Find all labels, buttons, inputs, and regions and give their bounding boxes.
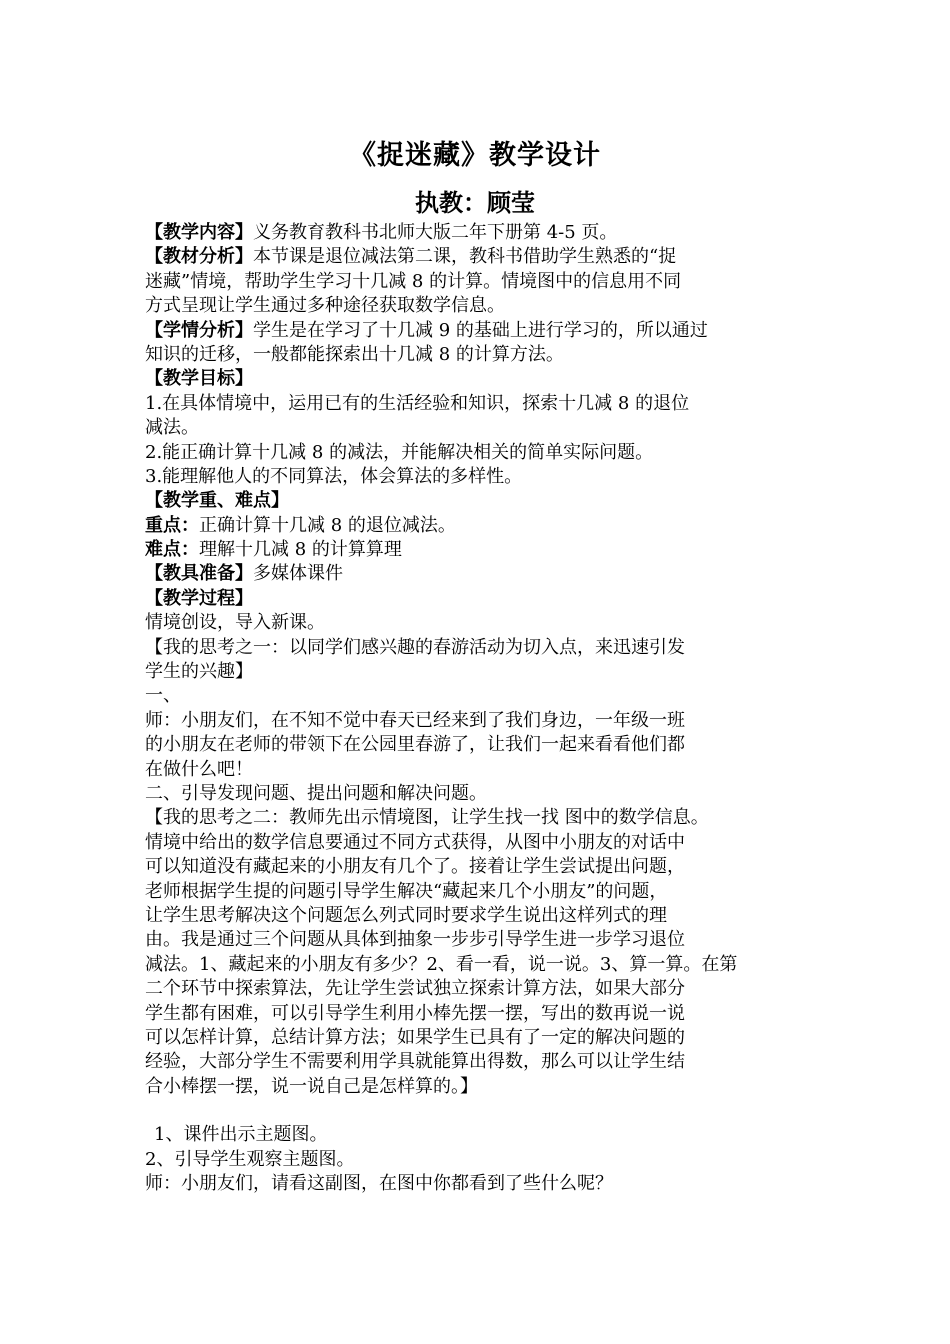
section-label: 【教学内容】 [145,222,253,243]
document-title: 《捉迷藏》教学设计 [349,140,601,171]
line-text: 减法。 [145,417,199,439]
section-label: 难点： [145,539,199,561]
text-line [145,1148,813,1172]
section-label: 【教学重、难点】 [145,490,289,512]
line-text: 可以怎样计算，总结计算方法；如果学生已具有了一定的解决问题的 [145,1026,685,1048]
text-line [145,782,813,806]
text-line [145,806,813,830]
text-line [145,270,813,294]
text-line [145,319,813,343]
text-line [145,758,813,782]
text-line [145,1172,813,1196]
line-text: 经验，大部分学生不需要利用学具就能算出得数，那么可以让学生结 [145,1051,685,1073]
line-text: 二个环节中探索算法，先让学生尝试独立探索计算方法，如果大部分 [145,978,685,1000]
text-line [145,928,813,952]
line-text: 学生的兴趣】 [145,661,253,683]
text-line [145,660,813,684]
line-text: 3.能理解他人的不同算法，体会算法的多样性。 [145,465,523,487]
line-text: 本节课是退位减法第二课，教科书借助学生熟悉的“捉 [253,246,677,268]
text-line [145,441,813,465]
line-text: 师：小朋友们，在不知不觉中春天已经来到了我们身边，一年级一班 [145,709,685,731]
text-line [145,904,813,928]
line-text: 二、引导发现问题、提出问题和解决问题。 [145,782,487,804]
text-line [145,1026,813,1050]
text-line [145,221,813,245]
section-label: 【教具准备】 [145,563,253,585]
text-line [145,855,813,879]
line-text: 理解十几减 8 的计算算理 [199,539,402,561]
line-text: 师：小朋友们，请看这副图，在图中你都看到了些什么呢？ [145,1173,613,1195]
section-label: 【教材分析】 [145,246,253,268]
section-label: 【学情分析】 [145,319,253,341]
text-line [145,636,813,660]
text-line [145,587,813,611]
section-label: 重点： [145,514,199,536]
text-line [145,562,813,586]
document-subtitle: 执教：顾莹 [415,189,535,217]
text-line [145,684,813,708]
text-line [145,1002,813,1026]
line-text: 多媒体课件 [253,563,343,585]
text-line [145,538,813,562]
line-text: 老师根据学生提的问题引导学生解决“藏起来几个小朋友”的问题， [145,880,668,902]
document-body [145,221,813,1197]
line-text: 让学生思考解决这个问题怎么列式同时要求学生说出这样列式的理 [145,904,667,926]
text-line [145,1050,813,1074]
line-text: 【我的思考之二：教师先出示情境图，让学生找一找 图中的数学信息。 [145,807,709,829]
line-text: 学生是在学习了十几减 9 的基础上进行学习的，所以通过 [253,319,708,341]
line-text: 1.在具体情境中，运用已有的生活经验和知识，探索十几减 8 的退位 [145,392,690,414]
line-text: 2、引导学生观察主题图。 [145,1148,355,1170]
line-text: 迷藏”情境，帮助学生学习十几减 8 的计算。情境图中的信息用不同 [145,270,682,292]
text-line [145,880,813,904]
line-text: 可以知道没有藏起来的小朋友有几个了。接着让学生尝试提出问题， [145,856,685,878]
line-text: 在做什么吧！ [145,758,253,780]
text-line [145,953,813,977]
text-line [145,294,813,318]
text-line [145,1123,813,1147]
line-text: 1、课件出示主题图。 [154,1124,328,1146]
section-label: 【教学过程】 [145,587,253,609]
section-label: 【教学目标】 [145,368,253,390]
text-line [145,977,813,1001]
line-text: 情境创设，导入新课。 [145,612,325,634]
text-line [145,416,813,440]
text-line [145,343,813,367]
text-line [145,367,813,391]
text-line [145,465,813,489]
line-text: 合小棒摆一摆，说一说自己是怎样算的。】 [145,1075,478,1097]
blank-line [145,1099,813,1123]
line-text: 学生都有困难，可以引导学生利用小棒先摆一摆，写出的数再说一说 [145,1002,685,1024]
line-text: 情境中给出的数学信息要通过不同方式获得，从图中小朋友的对话中 [145,831,685,853]
line-text: 【我的思考之一：以同学们感兴趣的春游活动为切入点，来迅速引发 [145,636,685,658]
line-text: 义务教育教科书北师大版二年下册第 4-5 页。 [253,222,618,243]
text-line [145,611,813,635]
line-text: 的小朋友在老师的带领下在公园里春游了，让我们一起来看看他们都 [145,734,685,756]
text-line [145,1075,813,1099]
text-line [145,733,813,757]
text-line [145,392,813,416]
line-text: 方式呈现让学生通过多种途径获取数学信息。 [145,295,505,317]
line-text: 由。我是通过三个问题从具体到抽象一步步引导学生进一步学习退位 [145,929,685,951]
text-line [145,489,813,513]
text-line [145,831,813,855]
line-text: 2.能正确计算十几减 8 的减法，并能解决相关的简单实际问题。 [145,441,654,463]
text-line [145,245,813,269]
text-line [145,709,813,733]
line-text: 一、 [145,685,181,707]
line-text: 减法。1、藏起来的小朋友有多少？2、看一看，说一说。3、算一算。在第 [145,953,738,975]
line-text: 知识的迁移，一般都能探索出十几减 8 的计算方法。 [145,343,564,365]
text-line [145,514,813,538]
line-text: 正确计算十几减 8 的退位减法。 [199,514,456,536]
